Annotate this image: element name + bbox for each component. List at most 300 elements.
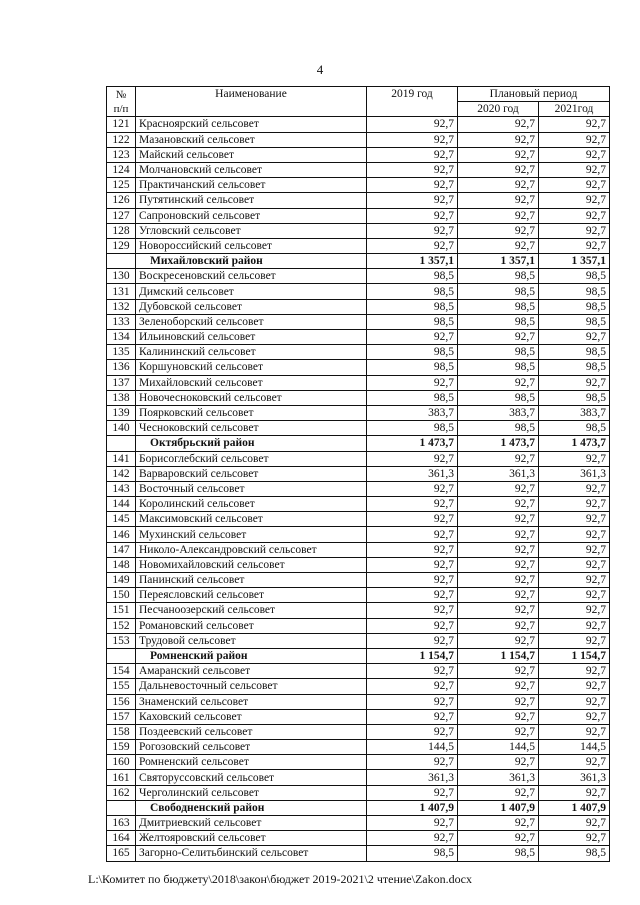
table-row xyxy=(107,330,610,345)
value-2021: 98,5 xyxy=(539,345,610,360)
value-2019: 1 473,7 xyxy=(367,436,458,451)
row-number: 162 xyxy=(107,785,136,800)
row-name: Угловский сельсовет xyxy=(136,223,367,238)
row-name: Чесноковский сельсовет xyxy=(136,421,367,436)
value-2021: 1 357,1 xyxy=(539,254,610,269)
table-row xyxy=(107,390,610,405)
row-name: Майский сельсовет xyxy=(136,147,367,162)
value-2020: 92,7 xyxy=(458,162,539,177)
value-2020: 92,7 xyxy=(458,664,539,679)
row-number: 142 xyxy=(107,466,136,481)
district-row xyxy=(107,800,610,815)
value-2019: 92,7 xyxy=(367,451,458,466)
table-row xyxy=(107,709,610,724)
budget-table xyxy=(106,86,610,862)
row-number: 138 xyxy=(107,390,136,405)
row-name: Мухинский сельсовет xyxy=(136,527,367,542)
row-name: Зеленоборский сельсовет xyxy=(136,314,367,329)
value-2021: 92,7 xyxy=(539,831,610,846)
row-name: Новочесноковский сельсовет xyxy=(136,390,367,405)
value-2021: 1 407,9 xyxy=(539,800,610,815)
value-2019: 92,7 xyxy=(367,132,458,147)
table-row xyxy=(107,208,610,223)
row-name: Загорно-Селитьбинский сельсовет xyxy=(136,846,367,861)
row-name: Михайловский сельсовет xyxy=(136,375,367,390)
table-row xyxy=(107,345,610,360)
value-2020: 98,5 xyxy=(458,421,539,436)
value-2019: 92,7 xyxy=(367,618,458,633)
row-number: 133 xyxy=(107,314,136,329)
value-2019: 1 357,1 xyxy=(367,254,458,269)
value-2020: 98,5 xyxy=(458,314,539,329)
value-2020: 98,5 xyxy=(458,846,539,861)
value-2020: 92,7 xyxy=(458,724,539,739)
row-number: 151 xyxy=(107,603,136,618)
row-name: Практичанский сельсовет xyxy=(136,178,367,193)
row-name: Песчаноозерский сельсовет xyxy=(136,603,367,618)
value-2021: 1 473,7 xyxy=(539,436,610,451)
value-2020: 98,5 xyxy=(458,269,539,284)
value-2019: 92,7 xyxy=(367,375,458,390)
row-name: Калининский сельсовет xyxy=(136,345,367,360)
value-2021: 92,7 xyxy=(539,238,610,253)
value-2019: 92,7 xyxy=(367,542,458,557)
row-number: 146 xyxy=(107,527,136,542)
row-name: Каховский сельсовет xyxy=(136,709,367,724)
value-2021: 92,7 xyxy=(539,679,610,694)
row-name: Поярковский сельсовет xyxy=(136,405,367,420)
table-row xyxy=(107,421,610,436)
row-number: 127 xyxy=(107,208,136,223)
table-row xyxy=(107,147,610,162)
value-2021: 92,7 xyxy=(539,618,610,633)
value-2021: 92,7 xyxy=(539,709,610,724)
value-2021: 361,3 xyxy=(539,770,610,785)
value-2020: 383,7 xyxy=(458,405,539,420)
value-2021: 98,5 xyxy=(539,299,610,314)
row-number: 158 xyxy=(107,724,136,739)
header-num-symbol: № xyxy=(115,88,127,101)
row-number: 141 xyxy=(107,451,136,466)
row-name: Борисоглебский сельсовет xyxy=(136,451,367,466)
header-2019: 2019 год xyxy=(367,87,458,117)
value-2020: 92,7 xyxy=(458,755,539,770)
row-name: Желтояровский сельсовет xyxy=(136,831,367,846)
value-2021: 92,7 xyxy=(539,147,610,162)
value-2019: 98,5 xyxy=(367,284,458,299)
value-2019: 98,5 xyxy=(367,421,458,436)
row-name: Знаменский сельсовет xyxy=(136,694,367,709)
row-number: 131 xyxy=(107,284,136,299)
value-2019: 92,7 xyxy=(367,603,458,618)
value-2021: 92,7 xyxy=(539,785,610,800)
value-2019: 92,7 xyxy=(367,481,458,496)
value-2020: 1 357,1 xyxy=(458,254,539,269)
value-2019: 1 154,7 xyxy=(367,648,458,663)
value-2020: 144,5 xyxy=(458,740,539,755)
row-name: Сапроновский сельсовет xyxy=(136,208,367,223)
value-2020: 92,7 xyxy=(458,694,539,709)
value-2021: 98,5 xyxy=(539,390,610,405)
table-header-row xyxy=(107,87,610,102)
row-name: Трудовой сельсовет xyxy=(136,633,367,648)
value-2020: 92,7 xyxy=(458,132,539,147)
value-2020: 92,7 xyxy=(458,193,539,208)
row-name: Дальневосточный сельсовет xyxy=(136,679,367,694)
table-row xyxy=(107,618,610,633)
row-name: Михайловский район xyxy=(136,254,367,269)
row-number: 157 xyxy=(107,709,136,724)
row-number: 136 xyxy=(107,360,136,375)
value-2021: 92,7 xyxy=(539,694,610,709)
row-number: 134 xyxy=(107,330,136,345)
value-2019: 92,7 xyxy=(367,709,458,724)
row-name: Коршуновский сельсовет xyxy=(136,360,367,375)
table-row xyxy=(107,162,610,177)
table-row xyxy=(107,117,610,132)
table-row xyxy=(107,132,610,147)
value-2019: 92,7 xyxy=(367,785,458,800)
row-name: Мазановский сельсовет xyxy=(136,132,367,147)
value-2019: 92,7 xyxy=(367,497,458,512)
table-row xyxy=(107,724,610,739)
row-number xyxy=(107,648,136,663)
value-2021: 1 154,7 xyxy=(539,648,610,663)
value-2020: 98,5 xyxy=(458,299,539,314)
row-name: Максимовский сельсовет xyxy=(136,512,367,527)
file-path-footer: L:\Комитет по бюджету\2018\закон\бюджет 2019-2021\2 чтение\Zakon.docx xyxy=(88,872,472,886)
row-number: 154 xyxy=(107,664,136,679)
value-2021: 92,7 xyxy=(539,375,610,390)
value-2019: 92,7 xyxy=(367,694,458,709)
table-row xyxy=(107,527,610,542)
row-name: Амаранский сельсовет xyxy=(136,664,367,679)
value-2019: 361,3 xyxy=(367,466,458,481)
row-name: Дмитриевский сельсовет xyxy=(136,816,367,831)
value-2019: 92,7 xyxy=(367,208,458,223)
table-row xyxy=(107,694,610,709)
value-2021: 92,7 xyxy=(539,573,610,588)
table-row xyxy=(107,785,610,800)
value-2020: 92,7 xyxy=(458,223,539,238)
header-planned-period: Плановый период xyxy=(458,87,610,102)
row-number: 148 xyxy=(107,557,136,572)
value-2021: 92,7 xyxy=(539,816,610,831)
value-2021: 92,7 xyxy=(539,497,610,512)
row-number: 126 xyxy=(107,193,136,208)
table-row xyxy=(107,299,610,314)
value-2019: 98,5 xyxy=(367,299,458,314)
value-2021: 92,7 xyxy=(539,557,610,572)
value-2020: 361,3 xyxy=(458,466,539,481)
value-2020: 98,5 xyxy=(458,360,539,375)
value-2020: 98,5 xyxy=(458,345,539,360)
value-2020: 92,7 xyxy=(458,497,539,512)
value-2020: 98,5 xyxy=(458,390,539,405)
row-number xyxy=(107,800,136,815)
district-row xyxy=(107,254,610,269)
value-2020: 92,7 xyxy=(458,178,539,193)
row-number: 161 xyxy=(107,770,136,785)
table-row xyxy=(107,375,610,390)
table-row xyxy=(107,405,610,420)
table-row xyxy=(107,633,610,648)
value-2021: 92,7 xyxy=(539,512,610,527)
value-2021: 361,3 xyxy=(539,466,610,481)
table-row xyxy=(107,542,610,557)
value-2019: 92,7 xyxy=(367,117,458,132)
row-name: Ромненский сельсовет xyxy=(136,755,367,770)
row-number: 165 xyxy=(107,846,136,861)
value-2019: 98,5 xyxy=(367,345,458,360)
row-name: Рогозовский сельсовет xyxy=(136,740,367,755)
value-2020: 92,7 xyxy=(458,573,539,588)
row-name: Королинский сельсовет xyxy=(136,497,367,512)
row-number: 159 xyxy=(107,740,136,755)
row-number: 156 xyxy=(107,694,136,709)
value-2021: 92,7 xyxy=(539,117,610,132)
value-2019: 92,7 xyxy=(367,330,458,345)
row-number: 145 xyxy=(107,512,136,527)
row-name: Красноярский сельсовет xyxy=(136,117,367,132)
value-2020: 92,7 xyxy=(458,679,539,694)
district-row xyxy=(107,436,610,451)
row-number: 128 xyxy=(107,223,136,238)
value-2019: 98,5 xyxy=(367,314,458,329)
value-2020: 1 154,7 xyxy=(458,648,539,663)
value-2021: 92,7 xyxy=(539,178,610,193)
value-2019: 92,7 xyxy=(367,755,458,770)
value-2021: 92,7 xyxy=(539,664,610,679)
value-2019: 92,7 xyxy=(367,831,458,846)
table-row xyxy=(107,846,610,861)
table-row xyxy=(107,603,610,618)
value-2021: 98,5 xyxy=(539,360,610,375)
row-number: 125 xyxy=(107,178,136,193)
header-2020: 2020 год xyxy=(458,102,539,117)
value-2019: 92,7 xyxy=(367,573,458,588)
row-name: Ромненский район xyxy=(136,648,367,663)
row-number: 130 xyxy=(107,269,136,284)
value-2019: 92,7 xyxy=(367,724,458,739)
value-2020: 92,7 xyxy=(458,618,539,633)
value-2021: 92,7 xyxy=(539,527,610,542)
row-number: 153 xyxy=(107,633,136,648)
value-2021: 92,7 xyxy=(539,481,610,496)
value-2019: 92,7 xyxy=(367,147,458,162)
value-2019: 92,7 xyxy=(367,193,458,208)
header-num xyxy=(107,87,136,117)
row-name: Восточный сельсовет xyxy=(136,481,367,496)
table-row xyxy=(107,740,610,755)
value-2021: 92,7 xyxy=(539,542,610,557)
row-name: Путятинский сельсовет xyxy=(136,193,367,208)
table-row xyxy=(107,451,610,466)
value-2020: 92,7 xyxy=(458,709,539,724)
value-2019: 92,7 xyxy=(367,816,458,831)
header-name: Наименование xyxy=(136,87,367,117)
row-name: Переясловский сельсовет xyxy=(136,588,367,603)
row-name: Святоруссовский сельсовет xyxy=(136,770,367,785)
value-2020: 92,7 xyxy=(458,481,539,496)
row-number: 155 xyxy=(107,679,136,694)
district-row xyxy=(107,648,610,663)
value-2021: 98,5 xyxy=(539,421,610,436)
value-2021: 92,7 xyxy=(539,451,610,466)
value-2020: 92,7 xyxy=(458,831,539,846)
row-name: Черголинский сельсовет xyxy=(136,785,367,800)
table-row xyxy=(107,664,610,679)
value-2019: 92,7 xyxy=(367,557,458,572)
row-name: Воскресеновский сельсовет xyxy=(136,269,367,284)
row-number xyxy=(107,436,136,451)
header-num-pp: п/п xyxy=(113,102,129,115)
value-2019: 361,3 xyxy=(367,770,458,785)
value-2019: 383,7 xyxy=(367,405,458,420)
value-2020: 92,7 xyxy=(458,527,539,542)
row-number: 152 xyxy=(107,618,136,633)
table-row xyxy=(107,269,610,284)
value-2019: 92,7 xyxy=(367,679,458,694)
value-2021: 92,7 xyxy=(539,223,610,238)
row-name: Молчановский сельсовет xyxy=(136,162,367,177)
row-name: Панинский сельсовет xyxy=(136,573,367,588)
row-name: Варваровский сельсовет xyxy=(136,466,367,481)
value-2019: 92,7 xyxy=(367,588,458,603)
value-2021: 92,7 xyxy=(539,132,610,147)
table-row xyxy=(107,770,610,785)
row-number: 122 xyxy=(107,132,136,147)
value-2020: 92,7 xyxy=(458,117,539,132)
table-body xyxy=(107,117,610,861)
value-2021: 92,7 xyxy=(539,633,610,648)
value-2021: 92,7 xyxy=(539,162,610,177)
table-row xyxy=(107,223,610,238)
value-2020: 92,7 xyxy=(458,238,539,253)
value-2020: 92,7 xyxy=(458,633,539,648)
value-2021: 144,5 xyxy=(539,740,610,755)
row-name: Новомихайловский сельсовет xyxy=(136,557,367,572)
row-number: 164 xyxy=(107,831,136,846)
row-name: Свободненский район xyxy=(136,800,367,815)
value-2019: 92,7 xyxy=(367,512,458,527)
row-number: 149 xyxy=(107,573,136,588)
value-2020: 92,7 xyxy=(458,330,539,345)
value-2020: 92,7 xyxy=(458,785,539,800)
table-row xyxy=(107,512,610,527)
table-row xyxy=(107,557,610,572)
value-2021: 98,5 xyxy=(539,314,610,329)
row-number: 163 xyxy=(107,816,136,831)
row-name: Поздеевский сельсовет xyxy=(136,724,367,739)
table-row xyxy=(107,360,610,375)
row-number: 140 xyxy=(107,421,136,436)
value-2019: 98,5 xyxy=(367,846,458,861)
value-2020: 92,7 xyxy=(458,603,539,618)
row-name: Дубовской сельсовет xyxy=(136,299,367,314)
value-2019: 1 407,9 xyxy=(367,800,458,815)
value-2020: 92,7 xyxy=(458,147,539,162)
table-row xyxy=(107,755,610,770)
value-2021: 92,7 xyxy=(539,603,610,618)
value-2020: 361,3 xyxy=(458,770,539,785)
table-row xyxy=(107,314,610,329)
value-2019: 98,5 xyxy=(367,360,458,375)
row-name: Романовский сельсовет xyxy=(136,618,367,633)
table-row xyxy=(107,284,610,299)
value-2019: 92,7 xyxy=(367,527,458,542)
value-2019: 92,7 xyxy=(367,664,458,679)
value-2021: 92,7 xyxy=(539,755,610,770)
row-number: 121 xyxy=(107,117,136,132)
table-row xyxy=(107,573,610,588)
value-2021: 92,7 xyxy=(539,724,610,739)
value-2020: 1 407,9 xyxy=(458,800,539,815)
table-row xyxy=(107,497,610,512)
row-number: 129 xyxy=(107,238,136,253)
table-row xyxy=(107,238,610,253)
row-number: 147 xyxy=(107,542,136,557)
table-row xyxy=(107,588,610,603)
value-2020: 92,7 xyxy=(458,512,539,527)
row-number: 144 xyxy=(107,497,136,512)
value-2021: 98,5 xyxy=(539,269,610,284)
value-2020: 92,7 xyxy=(458,451,539,466)
value-2021: 98,5 xyxy=(539,284,610,299)
row-number: 124 xyxy=(107,162,136,177)
table-row xyxy=(107,816,610,831)
table-row xyxy=(107,466,610,481)
row-number: 143 xyxy=(107,481,136,496)
table-row xyxy=(107,481,610,496)
row-number: 123 xyxy=(107,147,136,162)
value-2021: 92,7 xyxy=(539,208,610,223)
row-number: 132 xyxy=(107,299,136,314)
row-name: Димский сельсовет xyxy=(136,284,367,299)
row-number: 135 xyxy=(107,345,136,360)
value-2019: 92,7 xyxy=(367,162,458,177)
value-2019: 98,5 xyxy=(367,390,458,405)
table-row xyxy=(107,679,610,694)
row-name: Ильиновский сельсовет xyxy=(136,330,367,345)
value-2020: 92,7 xyxy=(458,375,539,390)
row-name: Октябрьский район xyxy=(136,436,367,451)
value-2021: 92,7 xyxy=(539,330,610,345)
value-2019: 92,7 xyxy=(367,178,458,193)
table-row xyxy=(107,178,610,193)
value-2019: 92,7 xyxy=(367,223,458,238)
value-2019: 92,7 xyxy=(367,633,458,648)
row-number: 160 xyxy=(107,755,136,770)
value-2021: 383,7 xyxy=(539,405,610,420)
value-2020: 92,7 xyxy=(458,588,539,603)
value-2020: 92,7 xyxy=(458,557,539,572)
row-number xyxy=(107,254,136,269)
row-name: Новороссийский сельсовет xyxy=(136,238,367,253)
value-2019: 144,5 xyxy=(367,740,458,755)
value-2021: 92,7 xyxy=(539,588,610,603)
page-number: 4 xyxy=(316,62,324,77)
value-2021: 98,5 xyxy=(539,846,610,861)
value-2021: 92,7 xyxy=(539,193,610,208)
header-2021: 2021год xyxy=(539,102,610,117)
row-number: 137 xyxy=(107,375,136,390)
value-2020: 92,7 xyxy=(458,542,539,557)
value-2019: 98,5 xyxy=(367,269,458,284)
table-row xyxy=(107,193,610,208)
value-2020: 92,7 xyxy=(458,208,539,223)
value-2020: 1 473,7 xyxy=(458,436,539,451)
